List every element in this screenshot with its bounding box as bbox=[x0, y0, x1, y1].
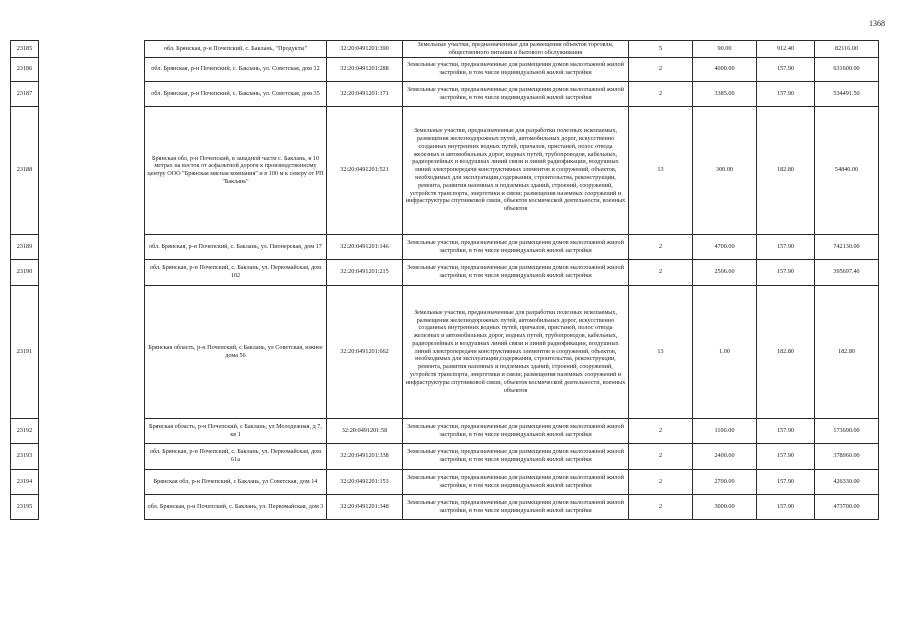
table-row bbox=[11, 234, 879, 259]
spacer-cell bbox=[39, 443, 145, 469]
group-number-cell: 2 bbox=[629, 234, 693, 259]
land-use-cell: Земельные участки, предназначенные для разработки полезных ископаемых, размещения железнодорожных путей, автомобильных дорог, искусственно созданных внутренних водных путей, причалов, пристаней, полос отвода железных и автомобильных дорог, водных путей, трубопроводов, кабельных, радиорелейных и воздушных линий связи и линий радиофикации, воздушных линий электропередачи конструктивных элементов и сооружений, объектов, необходимых для эксплуатации,содержания, строительства, реконструкции, ремонта, развития наземных и подземных зданий, строений, сооружений, устройств транспорта, энергетики и связи; размещения наземных сооружений и инфраструктуры спутниковой связи, объектов космической деятельности, военных объектов bbox=[403, 106, 629, 234]
record-number-cell: 23193 bbox=[11, 443, 39, 469]
group-number-cell: 2 bbox=[629, 443, 693, 469]
spacer-cell bbox=[39, 418, 145, 443]
table-row bbox=[11, 443, 879, 469]
cadastral-value-cell: 378960.00 bbox=[815, 443, 879, 469]
land-use-cell: Земельные участки, предназначенные для размещения домов малоэтажной жилой застройки, в том числе индивидуальной жилой застройки bbox=[403, 418, 629, 443]
cadastral-value-cell: 82116.00 bbox=[815, 41, 879, 58]
land-use-cell: Земельные участки, предназначенные для размещения домов малоэтажной жилой застройки, в том числе индивидуальной жилой застройки bbox=[403, 494, 629, 519]
spacer-cell bbox=[39, 234, 145, 259]
cadastral-value-cell: 426330.00 bbox=[815, 469, 879, 494]
cadastral-number-cell: 32:20:0491201:153 bbox=[327, 469, 403, 494]
group-number-cell: 2 bbox=[629, 494, 693, 519]
spacer-cell bbox=[39, 494, 145, 519]
cadastral-value-cell: 631600.00 bbox=[815, 57, 879, 81]
table-row bbox=[11, 259, 879, 285]
area-cell: 1100.00 bbox=[693, 418, 757, 443]
table-body bbox=[11, 41, 879, 520]
area-cell: 90.00 bbox=[693, 41, 757, 58]
cadastral-number-cell: 32:20:0491201:662 bbox=[327, 285, 403, 418]
address-cell: Брянская обл, р-н Почепский, в западной части с. Баклань, в 10 метрах на восток от асфальтной дороги к производственному центру ООО "Брянская мясная компания" и в 100 м к северу от РП "Баклань" bbox=[145, 106, 327, 234]
address-cell: обл. Брянская, р-н Почепский, с. Баклань, ул. Советская, дом 12 bbox=[145, 57, 327, 81]
spacer-cell bbox=[39, 41, 145, 58]
spacer-cell bbox=[39, 57, 145, 81]
address-cell: обл. Брянская, р-н Почепский, с. Баклань, ул. Первомайская, дом 61а bbox=[145, 443, 327, 469]
cadastral-value-cell: 173690.00 bbox=[815, 418, 879, 443]
cadastral-number-cell: 32:20:0491201:171 bbox=[327, 81, 403, 106]
record-number-cell: 23192 bbox=[11, 418, 39, 443]
table-row bbox=[11, 57, 879, 81]
specific-value-cell: 157.90 bbox=[757, 494, 815, 519]
spacer-cell bbox=[39, 106, 145, 234]
address-cell: обл. Брянская, р-н Почепский, с. Баклань, ул. Советская, дом 35 bbox=[145, 81, 327, 106]
record-number-cell: 23191 bbox=[11, 285, 39, 418]
area-cell: 2400.00 bbox=[693, 443, 757, 469]
area-cell: 300.00 bbox=[693, 106, 757, 234]
group-number-cell: 2 bbox=[629, 259, 693, 285]
table-row bbox=[11, 285, 879, 418]
cadastral-number-cell: 32:20:0491201:521 bbox=[327, 106, 403, 234]
record-number-cell: 23189 bbox=[11, 234, 39, 259]
record-number-cell: 23195 bbox=[11, 494, 39, 519]
cadastral-number-cell: 32:20:0491201:390 bbox=[327, 41, 403, 58]
area-cell: 2506.00 bbox=[693, 259, 757, 285]
specific-value-cell: 157.90 bbox=[757, 234, 815, 259]
area-cell: 4700.00 bbox=[693, 234, 757, 259]
cadastral-value-cell: 534491.50 bbox=[815, 81, 879, 106]
record-number-cell: 23187 bbox=[11, 81, 39, 106]
address-cell: Брянская область, р-н Почепский, с Баклань, ул Молодежная, д 7, кв 1 bbox=[145, 418, 327, 443]
cadastral-value-cell: 742130.00 bbox=[815, 234, 879, 259]
record-number-cell: 23186 bbox=[11, 57, 39, 81]
spacer-cell bbox=[39, 81, 145, 106]
record-number-cell: 23185 bbox=[11, 41, 39, 58]
group-number-cell: 5 bbox=[629, 41, 693, 58]
land-use-cell: Земельные участки, предназначенные для размещения домов малоэтажной жилой застройки, в том числе индивидуальной жилой застройки bbox=[403, 259, 629, 285]
cadastral-number-cell: 32:20:0491201:58 bbox=[327, 418, 403, 443]
area-cell: 3385.00 bbox=[693, 81, 757, 106]
land-use-cell: Земельные участки, предназначенные для разработки полезных ископаемых, размещения железнодорожных путей, автомобильных дорог, искусственно созданных внутренних водных путей, причалов, пристаней, полос отвода железных и автомобильных дорог, водных путей, трубопроводов, кабельных, радиорелейных и воздушных линий связи и линий радиофикации, воздушных линий электропередачи конструктивных элементов и сооружений, объектов, необходимых для эксплуатации,содержания, строительства, реконструкции, ремонта, развития наземных и подземных зданий, строений, сооружений, устройств транспорта, энергетики и связи; размещения наземных сооружений и инфраструктуры спутниковой связи, объектов космической деятельности, военных объектов bbox=[403, 285, 629, 418]
cadastral-value-cell: 473700.00 bbox=[815, 494, 879, 519]
land-use-cell: Земельные участки, предназначенные для размещения домов малоэтажной жилой застройки, в том числе индивидуальной жилой застройки bbox=[403, 234, 629, 259]
address-cell: обл. Брянская, р-н Почепский, с. Баклань, ул. Первомайская, дом 102 bbox=[145, 259, 327, 285]
cadastral-number-cell: 32:20:0491201:146 bbox=[327, 234, 403, 259]
group-number-cell: 13 bbox=[629, 106, 693, 234]
land-use-cell: Земельные участки, предназначенные для размещения домов малоэтажной жилой застройки, в том числе индивидуальной жилой застройки bbox=[403, 81, 629, 106]
group-number-cell: 2 bbox=[629, 469, 693, 494]
cadastral-number-cell: 32:20:0491201:348 bbox=[327, 494, 403, 519]
group-number-cell: 13 bbox=[629, 285, 693, 418]
table-row bbox=[11, 418, 879, 443]
specific-value-cell: 157.90 bbox=[757, 81, 815, 106]
address-cell: обл. Брянская, р-н Почепский, с. Баклань, ул. Первомайская, дом 3 bbox=[145, 494, 327, 519]
address-cell: обл. Брянская, р-н Почепский, с. Баклань, ул. Пионерская, дом 17 bbox=[145, 234, 327, 259]
record-number-cell: 23194 bbox=[11, 469, 39, 494]
page-number: 1368 bbox=[869, 19, 885, 28]
specific-value-cell: 157.90 bbox=[757, 443, 815, 469]
cadastral-value-cell: 54840.00 bbox=[815, 106, 879, 234]
land-use-cell: Земельные участки, предназначенные для размещения объектов торговли, общественного питания и бытового обслуживания bbox=[403, 41, 629, 58]
table-row bbox=[11, 494, 879, 519]
cadastral-number-cell: 32:20:0491201:338 bbox=[327, 443, 403, 469]
area-cell: 2700.00 bbox=[693, 469, 757, 494]
cadastral-number-cell: 32:20:0491201:215 bbox=[327, 259, 403, 285]
area-cell: 3000.00 bbox=[693, 494, 757, 519]
land-use-cell: Земельные участки, предназначенные для размещения домов малоэтажной жилой застройки, в том числе индивидуальной жилой застройки bbox=[403, 443, 629, 469]
spacer-cell bbox=[39, 285, 145, 418]
table-row bbox=[11, 81, 879, 106]
area-cell: 1.00 bbox=[693, 285, 757, 418]
group-number-cell: 2 bbox=[629, 57, 693, 81]
specific-value-cell: 912.40 bbox=[757, 41, 815, 58]
cadastral-number-cell: 32:20:0491201:288 bbox=[327, 57, 403, 81]
group-number-cell: 2 bbox=[629, 418, 693, 443]
address-cell: обл. Брянская, р-н Почепский, с. Баклань, "Продукты" bbox=[145, 41, 327, 58]
group-number-cell: 2 bbox=[629, 81, 693, 106]
address-cell: Брянская область, р-н Почепский, с Баклань, ул Советская, южнее дома 56 bbox=[145, 285, 327, 418]
spacer-cell bbox=[39, 259, 145, 285]
specific-value-cell: 182.80 bbox=[757, 106, 815, 234]
land-use-cell: Земельные участки, предназначенные для размещения домов малоэтажной жилой застройки, в том числе индивидуальной жилой застройки bbox=[403, 57, 629, 81]
specific-value-cell: 157.90 bbox=[757, 259, 815, 285]
table-row bbox=[11, 469, 879, 494]
record-number-cell: 23188 bbox=[11, 106, 39, 234]
land-use-cell: Земельные участки, предназначенные для размещения домов малоэтажной жилой застройки, в том числе индивидуальной жилой застройки bbox=[403, 469, 629, 494]
spacer-cell bbox=[39, 469, 145, 494]
area-cell: 4000.00 bbox=[693, 57, 757, 81]
specific-value-cell: 157.90 bbox=[757, 469, 815, 494]
cadastral-value-cell: 395697.40 bbox=[815, 259, 879, 285]
record-number-cell: 23190 bbox=[11, 259, 39, 285]
address-cell: Брянская обл, р-н Почепский, с Баклань, ул Советская, дом 14 bbox=[145, 469, 327, 494]
table-row bbox=[11, 41, 879, 58]
cadastral-value-table bbox=[10, 40, 879, 520]
specific-value-cell: 182.80 bbox=[757, 285, 815, 418]
cadastral-value-cell: 182.80 bbox=[815, 285, 879, 418]
specific-value-cell: 157.90 bbox=[757, 57, 815, 81]
table-row bbox=[11, 106, 879, 234]
specific-value-cell: 157.90 bbox=[757, 418, 815, 443]
